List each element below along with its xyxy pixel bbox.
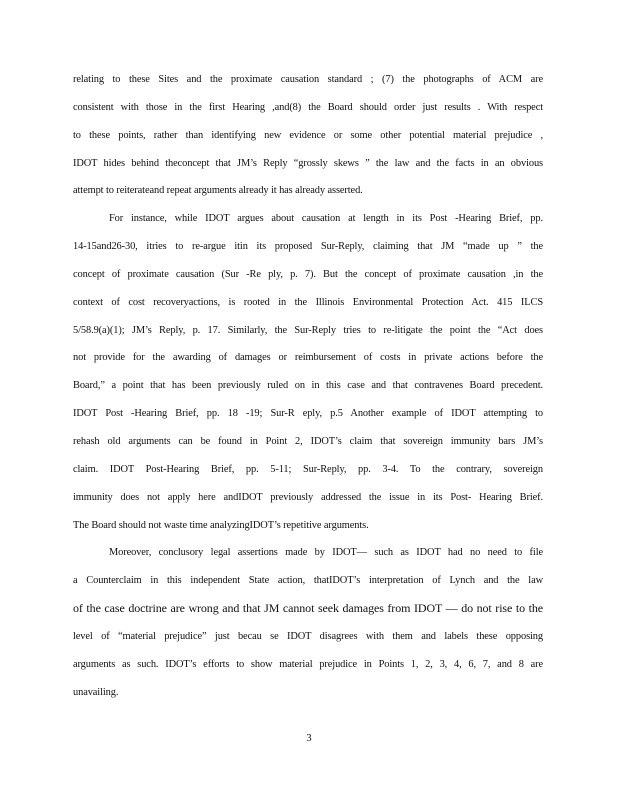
body-line: immunity does not apply here andIDOT previously addressed the issue in its Post- Hearing Brief. (73, 491, 543, 503)
body-line: not provide for the awarding of damages or reimbursement of costs in private actions before the (73, 352, 543, 364)
body-line: IDOT hides behind theconcept that JM’s Reply “grossly skews ” the law and the facts in an obvious (73, 157, 543, 169)
document-body (73, 66, 543, 706)
page-number: 3 (306, 733, 312, 744)
body-line: of the case doctrine are wrong and that JM cannot seek damages from IDOT — do not rise to the (73, 601, 543, 616)
body-line: rehash old arguments can be found in Point 2, IDOT’s claim that sovereign immunity bars JM’s (73, 435, 543, 447)
body-line: to these points, rather than identifying new evidence or some other potential material prejudice , (73, 129, 543, 141)
body-line: unavailing. (73, 686, 119, 698)
body-line: context of cost recoveryactions, is rooted in the Illinois Environmental Protection Act. 415 ILCS (73, 296, 543, 308)
body-line: arguments as such. IDOT’s efforts to show material prejudice in Points 1, 2, 3, 4, 6, 7, and 8 are (73, 658, 543, 670)
body-line: 5/58.9(a)(1); JM’s Reply, p. 17. Similarly, the Sur-Reply tries to re-litigate the point the “Act does (73, 324, 543, 336)
body-line: consistent with those in the first Hearing ,and(8) the Board should order just results . With respect (73, 101, 543, 113)
body-line: a Counterclaim in this independent State action, thatIDOT’s interpretation of Lynch and the law (73, 575, 543, 587)
body-line: 14-15and26-30, itries to re-argue itin its proposed Sur-Reply, claiming that JM “made up ” the (73, 241, 543, 253)
body-line: IDOT Post -Hearing Brief, pp. 18 -19; Sur-R eply, p.5 Another example of IDOT attempting to (73, 408, 543, 420)
body-line: concept of proximate causation (Sur -Re ply, p. 7). But the concept of proximate causation ,in the (73, 268, 543, 280)
body-line: relating to these Sites and the proximate causation standard ; (7) the photographs of ACM are (73, 74, 543, 85)
body-line: claim. IDOT Post-Hearing Brief, pp. 5-11; Sur-Reply, pp. 3-4. To the contrary, sovereign (73, 463, 543, 475)
body-line: For instance, while IDOT argues about causation at length in its Post -Hearing Brief, pp. (109, 213, 543, 225)
body-line: level of “material prejudice” just becau se IDOT disagrees with them and labels these opposing (73, 630, 543, 642)
body-line: The Board should not waste time analyzingIDOT’s repetitive arguments. (73, 519, 369, 531)
body-line: attempt to reiterateand repeat arguments already it has already asserted. (73, 185, 363, 197)
body-line: Board,” a point that has been previously ruled on in this case and that contravenes Board precedent. (73, 380, 543, 392)
body-line: Moreover, conclusory legal assertions made by IDOT— such as IDOT had no need to file (109, 547, 543, 559)
